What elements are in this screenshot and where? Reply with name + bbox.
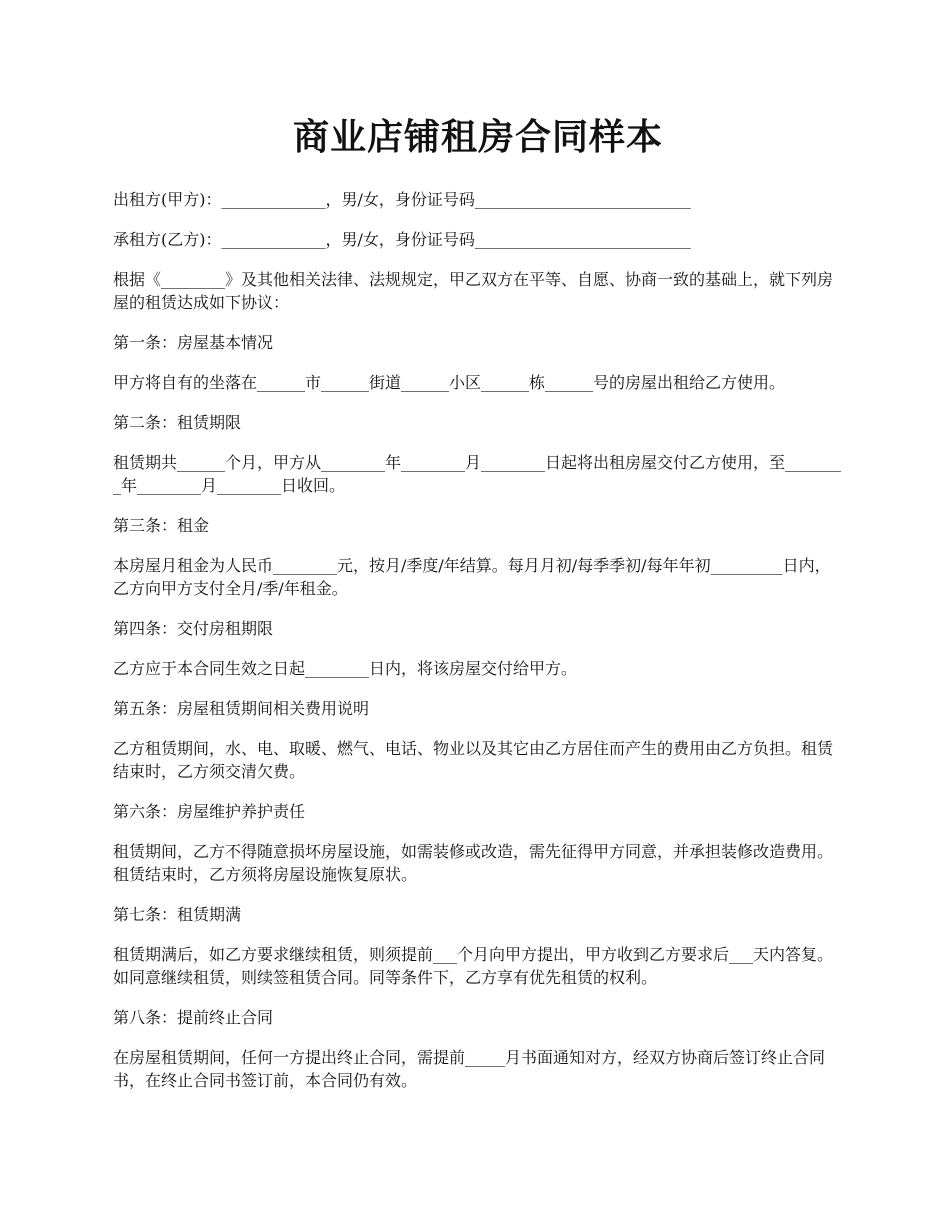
section-heading-1: 第一条：房屋基本情况 xyxy=(113,333,274,352)
section-heading-4: 第四条：交付房租期限 xyxy=(113,619,274,638)
section-heading-7: 第七条：租赁期满 xyxy=(113,905,242,924)
section-body-8: 在房屋租赁期间，任何一方提出终止合同，需提前_____月书面通知对方，经双方协商后签订终止合同书，在终止合同书签订前，本合同仍有效。 xyxy=(113,1048,826,1090)
section-body-3: 本房屋月租金为人民币________元，按月/季度/年结算。每月月初/每季季初/每年年初_________日内，乙方向甲方支付全月/季/年租金。 xyxy=(113,556,831,598)
section-body-4: 乙方应于本合同生效之日起________日内，将该房屋交付给甲方。 xyxy=(113,659,578,678)
section-body-6: 租赁期间，乙方不得随意损坏房屋设施，如需装修或改造，需先征得甲方同意，并承担装修改造费用。租赁结束时，乙方须将房屋设施恢复原状。 xyxy=(113,842,834,884)
section-body-5: 乙方租赁期间，水、电、取暖、燃气、电话、物业以及其它由乙方居住而产生的费用由乙方负担。租赁结束时，乙方须交清欠费。 xyxy=(113,739,834,781)
document-title: 商业店铺租房合同样本 xyxy=(292,116,663,158)
party-a-line: 出租方(甲方)：_____________，男/女，身份证号码___________________________ xyxy=(113,190,691,209)
section-heading-3: 第三条：租金 xyxy=(113,516,210,535)
party-b-line: 承租方(乙方)：_____________，男/女，身份证号码___________________________ xyxy=(113,230,691,249)
contract-page xyxy=(113,112,843,1109)
section-heading-8: 第八条：提前终止合同 xyxy=(113,1008,274,1027)
section-body-1: 甲方将自有的坐落在______市______街道______小区______栋______号的房屋出租给乙方使用。 xyxy=(113,373,786,392)
section-body-7: 租赁期满后，如乙方要求继续租赁，则须提前___个月向甲方提出，甲方收到乙方要求后___天内答复。如同意继续租赁，则续签租赁合同。同等条件下，乙方享有优先租赁的权利。 xyxy=(113,945,834,987)
section-heading-2: 第二条：租赁期限 xyxy=(113,413,242,432)
section-heading-6: 第六条：房屋维护养护责任 xyxy=(113,802,306,821)
section-body-2: 租赁期共______个月，甲方从________年________月________日起将出租房屋交付乙方使用，至________年________月________日收回。 xyxy=(113,453,842,495)
preamble-paragraph: 根据《________》及其他相关法律、法规规定，甲乙双方在平等、自愿、协商一致的基础上，就下列房屋的租赁达成如下协议： xyxy=(113,270,834,312)
section-heading-5: 第五条：房屋租赁期间相关费用说明 xyxy=(113,699,370,718)
